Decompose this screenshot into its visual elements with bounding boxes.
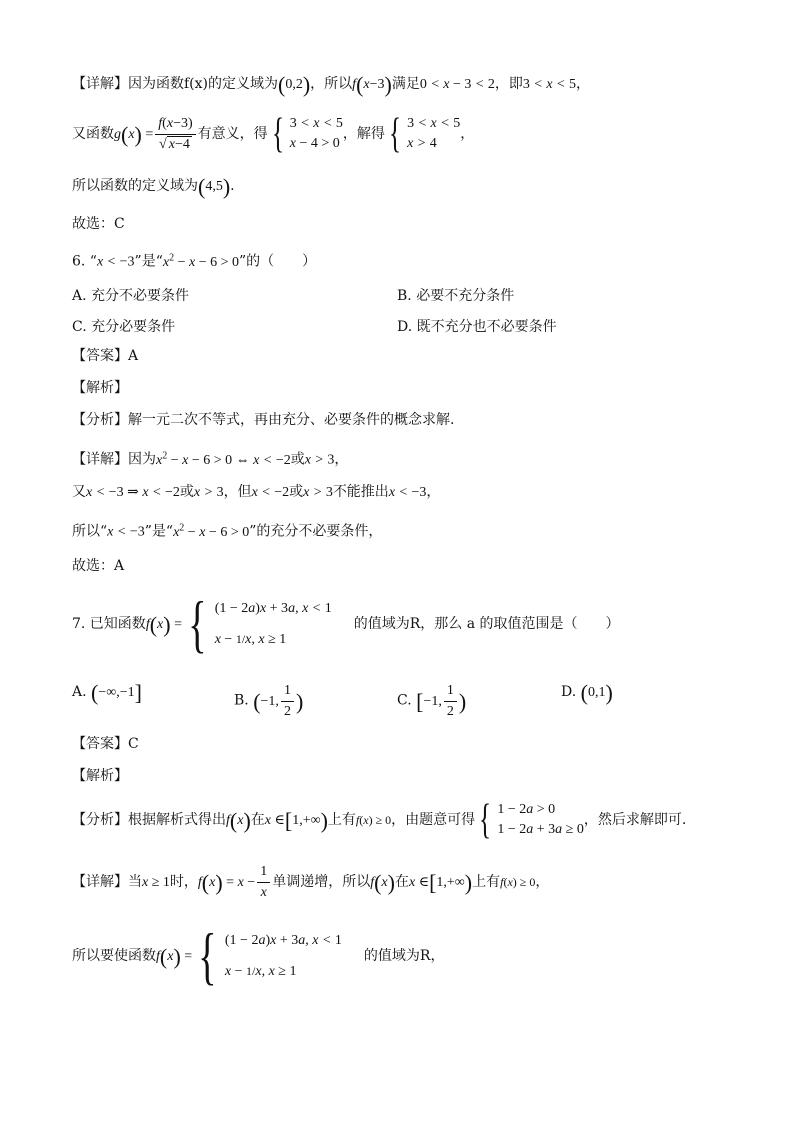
q7-option-a[interactable]: A. (−∞,−1] (72, 679, 142, 705)
q7-option-c[interactable]: C. [−1, $\frac{1}{2}$ ) (397, 683, 467, 719)
q6-option-c[interactable]: C. 充分必要条件 (72, 319, 176, 335)
q6-stem: 6. “x < −3”是“$x^2 - x - 6 > 0$”的（ ） (72, 252, 317, 270)
q5-detail-line-1: 【详解】因为函数f(x)的定义域为(0,2)，所以f(x−3)满足0 < x − 3 < 2，即3 < x < 5， (72, 71, 590, 97)
q6-fenxi: 【分析】解一元二次不等式，再由充分、必要条件的概念求解. (72, 412, 455, 428)
q6-detail-line-3: 所以“x < −3”是“$x^2 - x - 6 > 0$”的充分不必要条件， (72, 522, 383, 540)
q5-detail-line-3: 所以函数的定义域为(4,5). (72, 173, 235, 199)
q6-detail-line-2: 又x < −3 ⇒ x < −2或x > 3，但x < −2或x > 3不能推出x < −3， (72, 484, 441, 500)
piecewise-brace: { (1 − 2a)x + 3a, x < 1 x − 1/x, x ≥ 1 (188, 588, 332, 659)
q6-analysis-label: 【解析】 (72, 380, 128, 396)
q6-option-d[interactable]: D. 既不充分也不必要条件 (397, 319, 557, 335)
system-brace: { 1 − 2a > 0 1 − 2a + 3a ≥ 0 (479, 797, 584, 843)
q7-detail: 【详解】当x ≥ 1时，f(x) = x − $\frac{1}{x}$ 单调递增，所以f(x)在x ∈[1,+∞)上有f(x) ≥ 0， (72, 863, 550, 900)
q6-option-b[interactable]: B. 必要不充分条件 (397, 288, 515, 304)
q7-analysis-label: 【解析】 (72, 768, 128, 784)
q7-option-d[interactable]: D. (0,1) (561, 679, 613, 705)
q7-option-b[interactable]: B. (−1, $\frac{1}{2}$ ) (234, 683, 304, 719)
q6-detail-line-1: 【详解】因为$x^2 - x - 6 > 0$ ⇔ x < −2或x > 3， (72, 450, 349, 468)
fraction: $\frac{f(x-3)}{√ x-4}$ (155, 115, 195, 154)
system-brace: { 3 < x < 5 x − 4 > 0 (271, 111, 343, 157)
q7-stem: 7. 已知函数f(x) = { (1 − 2a)x + 3a, x < 1 x − 1/x, x ≥ 1 的值域为R，那么 a 的取值范围是（ ） (72, 588, 620, 659)
q6-answer: 【答案】A (72, 348, 139, 364)
q7-answer: 【答案】C (72, 736, 139, 752)
q5-detail-line-2: 又函数g(x) = $\frac{f(x-3)}{√ x-4}$ 有意义，得 { 3 < x < 5 x − 4 > 0 ，解得 { 3 < x < 5 x > 4 ， (72, 111, 475, 157)
piecewise-brace: { (1 − 2a)x + 3a, x < 1 x − 1/x, x ≥ 1 (198, 920, 342, 991)
q7-fenxi: 【分析】根据解析式得出f(x)在x ∈[1,+∞)上有f(x) ≥ 0，由题意可得 { 1 − 2a > 0 1 − 2a + 3a ≥ 0 ，然后求解即可. (72, 797, 687, 843)
system-brace: { 3 < x < 5 x > 4 (388, 111, 461, 157)
q5-answer: 故选：C (72, 216, 125, 232)
q7-last-line: 所以要使函数f(x) = { (1 − 2a)x + 3a, x < 1 x − 1/x, x ≥ 1 的值域为R， (72, 920, 445, 991)
q6-option-a[interactable]: A. 充分不必要条件 (72, 288, 190, 304)
q6-final: 故选：A (72, 558, 125, 574)
